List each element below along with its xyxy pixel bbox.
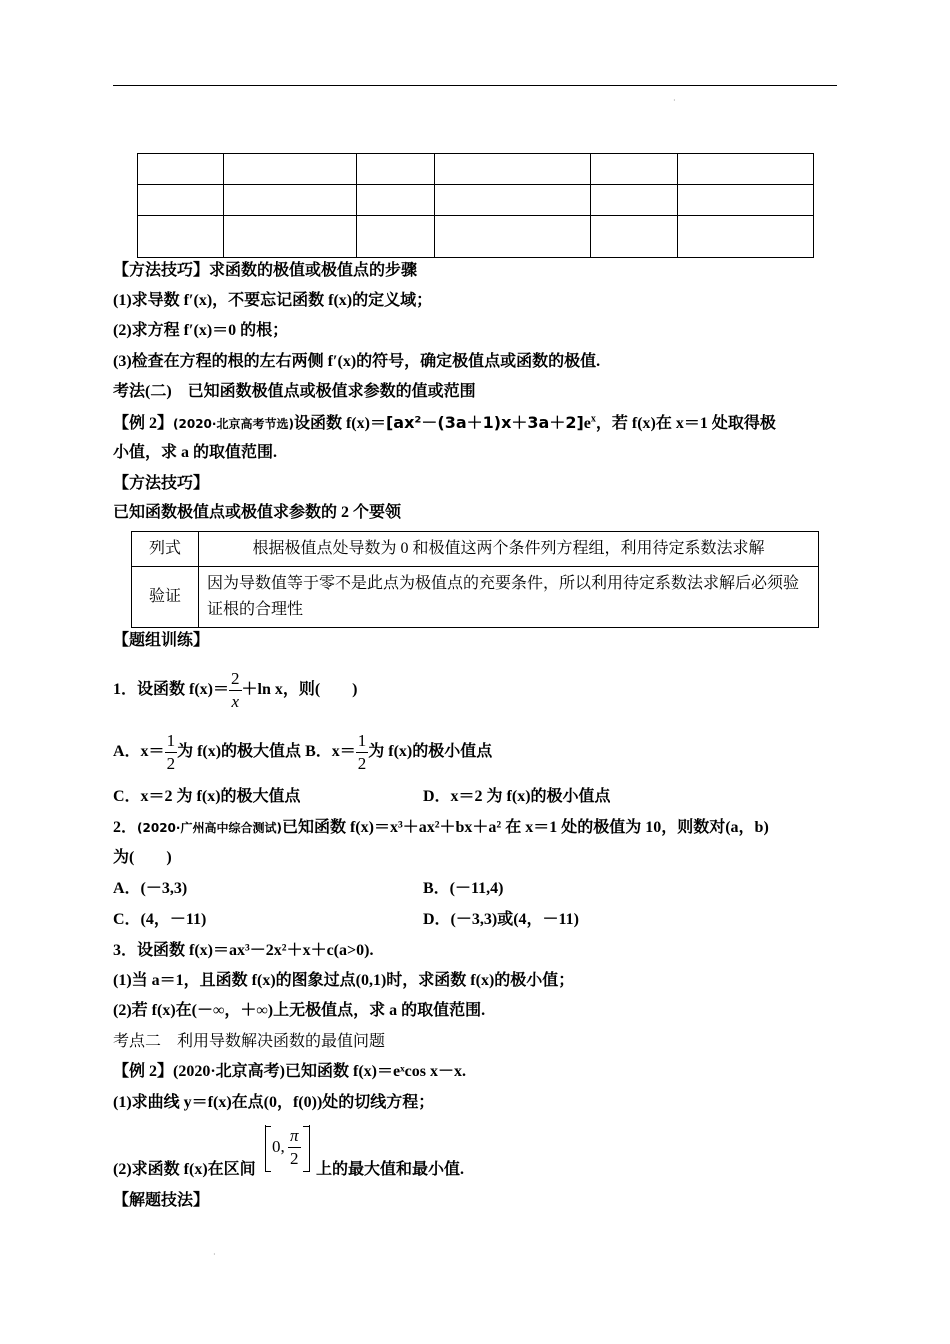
example2-line2: 小值，求 a 的取值范围. <box>113 444 278 461</box>
solution-method: 【解题技法】 <box>113 1192 210 1209</box>
method-tip-heading: 【方法技巧】求函数的极值或极值点的步骤 <box>113 262 418 279</box>
example2 <box>113 413 776 434</box>
q2-line2: 为( ) <box>113 849 172 866</box>
step-2: (2)求方程 f′(x)＝0 的根； <box>113 322 289 339</box>
method2-heading: 考法(二) 已知函数极值点或极值求参数的值或范围 <box>113 383 476 400</box>
example-exp: x <box>590 413 596 425</box>
q1-suffix: ＋ln x，则( ) <box>241 681 358 698</box>
interval-num: π <box>288 1125 301 1148</box>
header-rule <box>113 85 837 86</box>
example-text-a: 设函数 f(x)＝ <box>293 415 386 432</box>
q1-fraction <box>229 668 242 713</box>
q1-num: 2 <box>229 668 242 691</box>
req-key: 验证 <box>132 567 199 628</box>
q1-optA-suffix: 为 f(x)的极大值点 <box>177 743 302 760</box>
tip-subheading: 已知函数极值点或极值求参数的 2 个要领 <box>113 504 402 521</box>
q1-optB-fraction <box>356 730 369 775</box>
q1-optA-den: 2 <box>166 753 176 773</box>
q3-part2: (2)若 f(x)在(－∞，＋∞)上无极值点，求 a 的取值范围. <box>113 1002 486 1019</box>
q2-num: 2． <box>113 819 138 836</box>
point2-example: 【例 2】(2020·北京高考)已知函数 f(x)＝eˣcos x－x. <box>113 1063 466 1080</box>
req-key: 列式 <box>132 532 199 567</box>
q1-options-ab <box>113 722 492 782</box>
blank-table <box>137 153 814 258</box>
interval-fraction <box>288 1125 301 1170</box>
table-row <box>132 567 819 628</box>
tip-heading: 【方法技巧】 <box>113 475 210 492</box>
q1-optB-den: 2 <box>357 753 367 773</box>
q3: 3．设函数 f(x)＝ax³－2x²＋x＋c(a>0). <box>113 942 374 959</box>
example-formula: [ax²－(3a＋1)x＋3a＋2] <box>385 413 584 432</box>
example-source: (2020·北京高考节选) <box>173 417 294 431</box>
point2-part2-prefix: (2)求函数 f(x)在区间 <box>113 1161 256 1178</box>
q2-source: (2020·广州高中综合测试) <box>137 821 282 835</box>
point2-heading: 考点二 利用导数解决函数的最值问题 <box>113 1033 386 1050</box>
q1-optA-fraction <box>165 730 178 775</box>
interval-left-bar <box>265 1125 266 1172</box>
q2-optB: B．(－11,4) <box>423 880 504 897</box>
example-e: e <box>583 415 591 432</box>
q1-optA-prefix: A．x＝ <box>113 743 165 760</box>
req-value: 根据极值点处导数为 0 和极值这两个条件列方程组，利用待定系数法求解 <box>199 532 819 567</box>
table-row <box>132 532 819 567</box>
q1 <box>113 660 358 720</box>
q1-optD: D．x＝2 为 f(x)的极小值点 <box>423 788 611 805</box>
q1-optB-prefix: B．x＝ <box>305 743 356 760</box>
q1-optB-num: 1 <box>356 730 369 753</box>
q2-optD: D．(－3,3)或(4，－11) <box>423 911 579 928</box>
q1-optC: C．x＝2 为 f(x)的极大值点 <box>113 788 301 805</box>
example-label: 【例 2】 <box>113 415 174 432</box>
training-heading: 【题组训练】 <box>113 632 210 649</box>
speck: · <box>213 1250 216 1259</box>
requirements-table <box>131 531 819 628</box>
interval-den: 2 <box>290 1149 299 1168</box>
req-value: 因为导数值等于零不是此点为极值点的充要条件，所以利用待定系数法求解后必须验证根的合理性 <box>199 567 819 628</box>
step-1: (1)求导数 f′(x)，不要忘记函数 f(x)的定义域； <box>113 292 433 309</box>
speck: · <box>673 96 676 105</box>
q2 <box>113 818 769 838</box>
point2-part1: (1)求曲线 y＝f(x)在点(0，f(0))处的切线方程； <box>113 1094 435 1111</box>
q2-optA: A．(－3,3) <box>113 880 188 897</box>
step-3: (3)检查在方程的根的左右两侧 f′(x)的符号，确定极值点或函数的极值. <box>113 353 601 370</box>
q1-optA-num: 1 <box>165 730 178 753</box>
interval-right-bar <box>309 1125 310 1172</box>
interval-left: 0, <box>272 1137 285 1156</box>
q1-prefix: 1．设函数 f(x)＝ <box>113 681 229 698</box>
example-text-c: ，若 f(x)在 x＝1 处取得极 <box>595 415 776 432</box>
q1-den: x <box>231 691 240 711</box>
point2-part2-suffix: 上的最大值和最小值. <box>316 1161 465 1178</box>
q2-optC: C．(4，－11) <box>113 911 207 928</box>
q3-part1: (1)当 a＝1，且函数 f(x)的图象过点(0,1)时，求函数 f(x)的极小值； <box>113 972 575 989</box>
q2-text: 已知函数 f(x)＝x³＋ax²＋bx＋a² 在 x＝1 处的极值为 10，则数对(a，b) <box>281 819 769 836</box>
q1-optB-suffix: 为 f(x)的极小值点 <box>368 743 493 760</box>
